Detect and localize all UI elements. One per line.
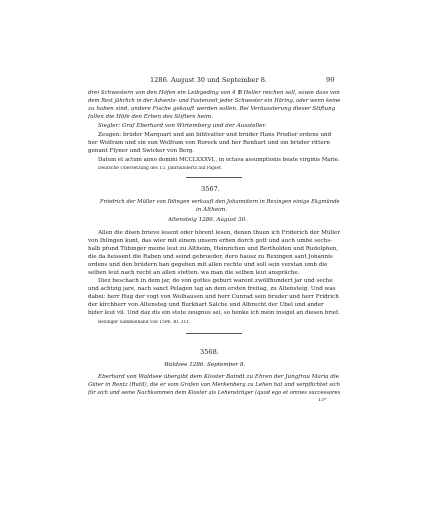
regest-line: Eberhard von Waldsee übergibt dem Kloster Baindt zu Ehren der Jungfrau Maria die [98, 374, 340, 380]
text-line: die da heissent die Raben und seind gebrueder, dero hausz zu Rexingen sant Johannis [88, 254, 333, 260]
text-line: und achtzig jare, nach sanct Pelagen tag an dem ersten freitag, zu Altensteig. Und was [88, 286, 336, 292]
text-line: von Ihlingen kunt, das wier mit einem unsern erben dorch gott und auch umbe sechs- [88, 238, 333, 244]
zeugen-line: Zeugen: brûder Marquart und ain bihtvatter und brûder Hans Predier ordens und [98, 132, 332, 138]
zeugen-line: her Wolfram und sin sun Wolfram von Roreck und her Renhart und sin brûder rittern [88, 140, 331, 146]
zeugen-line: genant Flyner und Swicker von Berg. [88, 148, 195, 154]
text-line: selben leut nach recht an allen stetten, wa man die selben leut anspräche. [88, 270, 300, 276]
regest-line: dem Rest jährlich in der Advents- und Fastenzeit jeder Schwester ein Häring, oder wenn keine [88, 98, 341, 104]
regest-line: Güter in Rentz (Rutil), die er vom Grafen von Merkenberg zu Lehen hat und verpflichtet sich [88, 382, 341, 388]
dateline: Waldsee 1286. September 8. [164, 362, 246, 368]
regest-line: in Altheim. [196, 207, 228, 213]
signature-mark: 13* [318, 398, 327, 403]
regest-line: zu haben sind, andere Fische gekauft werden sollen. Bei Veräusslerung dieser Stiftung [88, 106, 336, 112]
regest-line: Friedrich der Müller von Iblingen verkauft den Johannitern in Rexingen einige Ekgmünde [100, 199, 340, 205]
text-line: Diez beschach in dem jar, do von gottes geburt warent zwölfhundert jar und seche [98, 278, 333, 284]
text-line: Allen die disen brieve lesent oder hörent lesen, denen thuen ich Friderich der Müller [98, 230, 341, 236]
document-number: 3567. [201, 185, 220, 193]
source-note: Deutsche Übersetzung des 15. Jahrhunderts auf Papier. [98, 166, 223, 171]
running-title: 1286. August 30 und September 8. [150, 76, 267, 84]
document-number: 3568. [200, 348, 219, 356]
siegler-line: Siegler: Graf Eberhard von Wirtemberg und der Aussteller. [98, 123, 267, 129]
text-line: der kirchherr von Altensteg und Burkhart Salche und Albrecht der Übel und ander [88, 302, 324, 308]
regest-line: drei Schwestern von den Höfen ein Leibgeding von 4 ℔ Heller reichen soll, sowie dass von [88, 90, 340, 96]
text-line: ordens und den brüdern han gegeben mit allen rechte und soll sein verstan umb die [88, 262, 328, 268]
dateline: Altensteig 1286. August 30. [168, 217, 247, 223]
text-line: bider leut vil. Und daz dis ein stete zeugnus sei, so henke ich mein insigel an diesen brief. [88, 310, 340, 316]
regest-line: fallen die Höfe den Erben des Stifters heim. [88, 114, 213, 120]
text-line: halb pfund Tübinger meine leut zu Altheim, Heinrichen und Bertholden und Rudolphen, [88, 246, 339, 252]
page-number: 99 [326, 76, 335, 84]
datum-line: Datum et actum anno domini MCCLXXXVI., in octava assumptionis beate virginis Marie. [98, 157, 340, 163]
source-note: Rexinger Sammelband von 1596, Bl. 311. [98, 320, 191, 325]
text-line: dabei: herr Hug der vogt von Wolhausen und herr Cunrad sein bruder und herr Fridrich [88, 294, 339, 300]
section-divider [186, 177, 242, 178]
section-divider [186, 333, 242, 334]
regest-line: für sich und seine Nachkommen dem Kloster als Lehensträger (quod ego et omnes successores [88, 390, 341, 396]
